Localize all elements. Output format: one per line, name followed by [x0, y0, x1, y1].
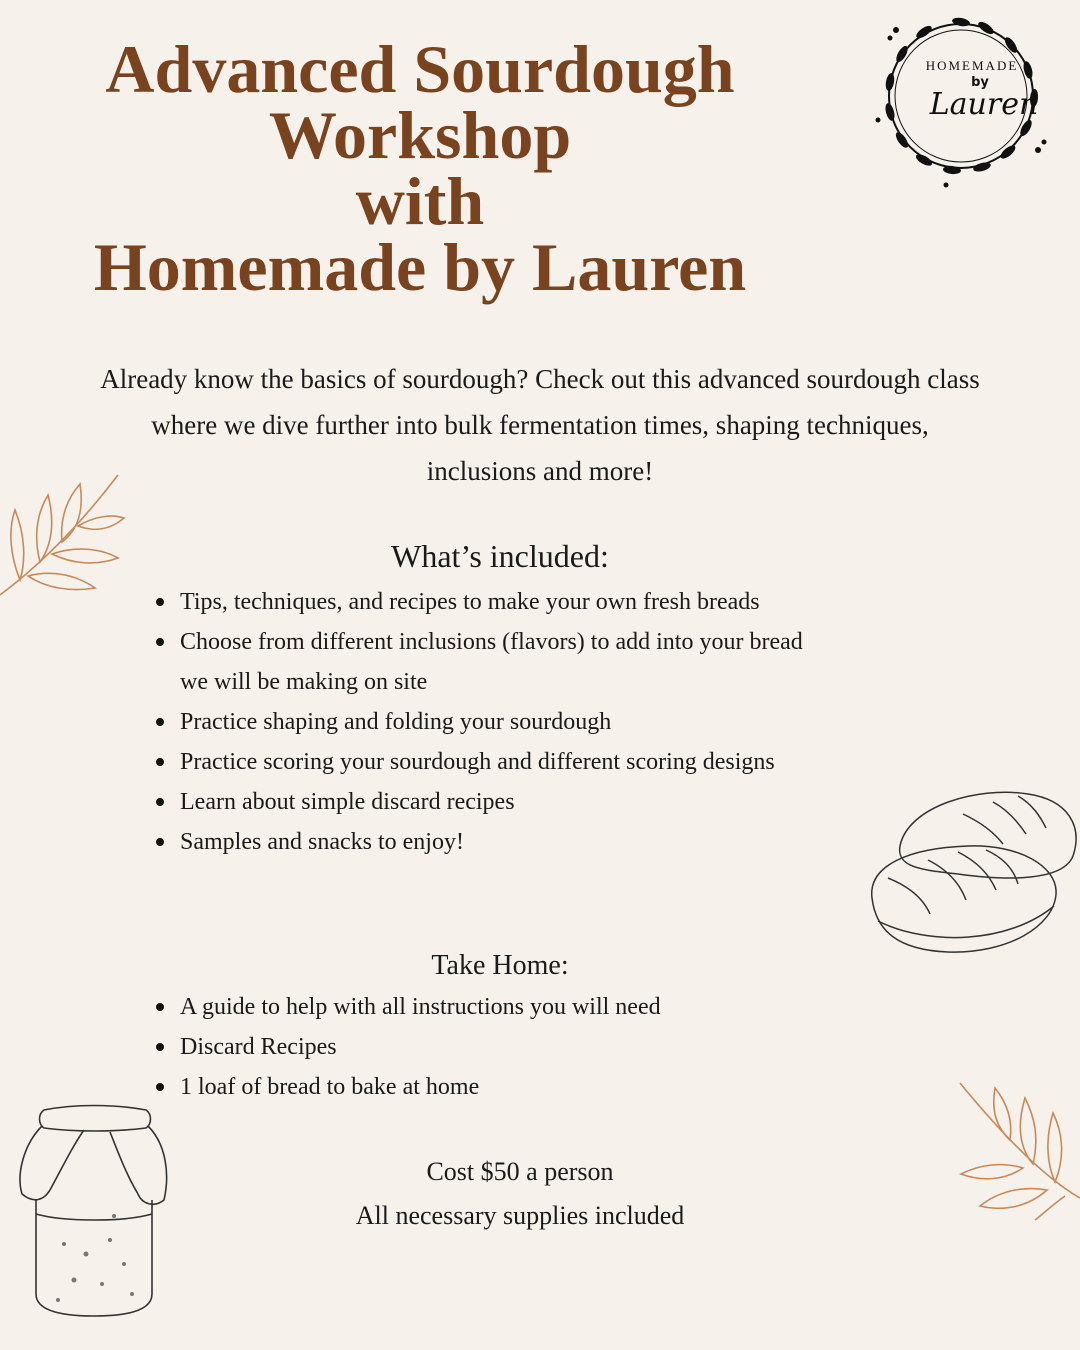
brand-logo [866, 0, 1056, 195]
intro-paragraph [0, 356, 1080, 494]
title-line: Homemade by Lauren [93, 229, 747, 305]
logo-line1: HOMEMADE [925, 58, 1019, 73]
page-title [60, 31, 780, 305]
logo-line2: by [971, 75, 989, 90]
leaf-branch-icon [0, 470, 125, 600]
bread-loaves-icon [868, 786, 1080, 956]
list-item: Practice shaping and folding your sourdough [152, 702, 872, 742]
list-item: Discard Recipes [152, 1027, 872, 1067]
title-line: Advanced Sourdough [105, 31, 735, 107]
cost-block [280, 1150, 760, 1238]
title-line: Workshop [268, 97, 572, 173]
title-line: with [355, 163, 485, 239]
take-home-heading: Take Home: [431, 950, 569, 981]
intro-line: Already know the basics of sourdough? Check out this advanced sourdough class [100, 364, 980, 394]
take-home-list [152, 987, 872, 1107]
supplies-line: All necessary supplies included [355, 1201, 685, 1230]
logo-line3: Lauren [929, 87, 1039, 122]
included-heading: What’s included: [391, 538, 609, 574]
list-item: Tips, techniques, and recipes to make your own fresh breads [152, 582, 872, 622]
list-item: 1 loaf of bread to bake at home [152, 1067, 872, 1107]
leaf-branch-icon [955, 1078, 1080, 1223]
list-item: Practice scoring your sourdough and different scoring designs [152, 742, 820, 782]
sourdough-jar-icon [14, 1104, 172, 1320]
intro-line: inclusions and more! [426, 456, 654, 486]
included-list [152, 582, 872, 862]
list-item: A guide to help with all instructions you will need [152, 987, 872, 1027]
price-line: Cost $50 a person [426, 1157, 614, 1186]
list-item: Choose from different inclusions (flavors) to add into your bread we will be making on site [152, 622, 830, 702]
list-item: Samples and snacks to enjoy! [152, 822, 872, 862]
list-item: Learn about simple discard recipes [152, 782, 872, 822]
intro-line: where we dive further into bulk fermentation times, shaping techniques, [151, 410, 929, 440]
